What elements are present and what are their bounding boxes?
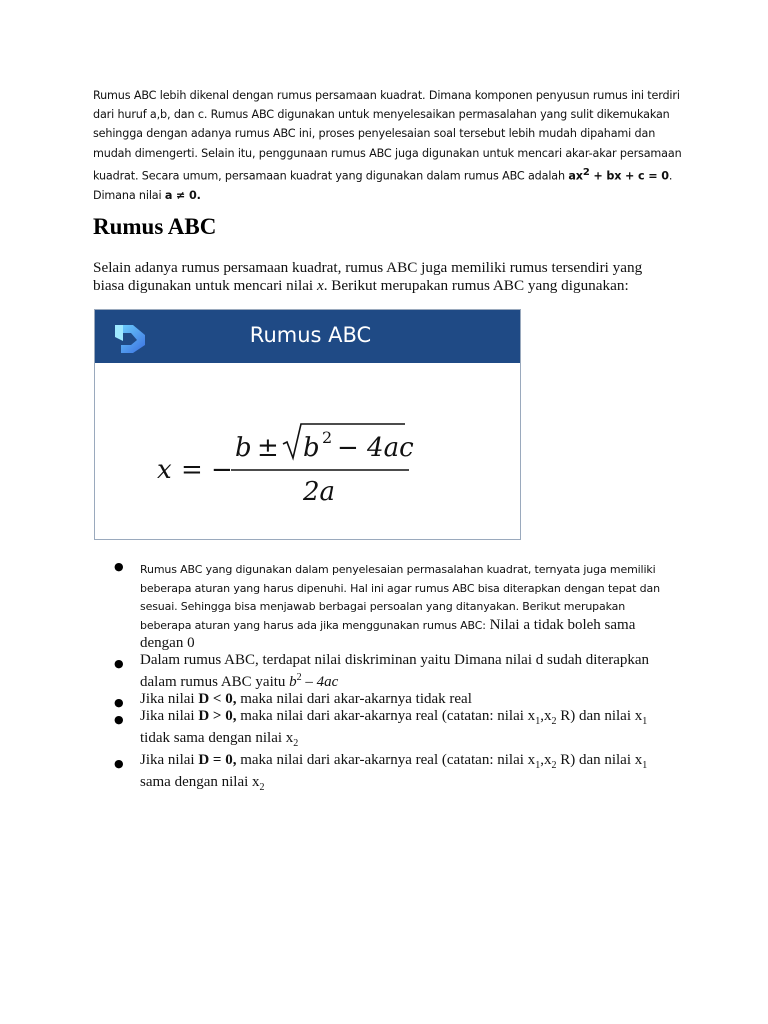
- formula-sqrt-rest: − 4ac: [337, 433, 414, 463]
- rule-intro-text: Rumus ABC yang digunakan dalam penyelesaian permasalahan kuadrat, ternyata juga memiliki beberapa aturan yang harus dipenuhi. Hal ini agar rumus ABC bisa diterapkan dengan tepat dan sesuai. Sehingga bisa menjawab berbagai persoalan yang ditanyakan. Berikut merupakan beberapa aturan yang harus ada jika menggunakan rumus ABC:: [140, 563, 660, 632]
- para-variable: x: [316, 276, 324, 294]
- rule-text: sama dengan nilai x: [140, 774, 260, 791]
- rule-text: maka nilai dari akar-akarnya real (catatan: nilai x: [236, 752, 536, 769]
- bullet: ●: [114, 696, 124, 710]
- rule-text: tidak sama dengan nilai x: [140, 730, 294, 747]
- section-heading: Rumus ABC: [93, 214, 217, 239]
- rule-text: ,x: [540, 708, 552, 725]
- bullet: ●: [114, 657, 124, 671]
- bullet: ●: [114, 713, 124, 727]
- rule-text: maka nilai dari akar-akarnya tidak real: [236, 691, 472, 708]
- rule-condition: D < 0,: [198, 691, 237, 708]
- intro-text-2: . Dimana nilai: [93, 169, 673, 202]
- rule-text: ,x: [540, 752, 552, 769]
- bullet: ●: [114, 757, 124, 771]
- rule-text: R) dan nilai x: [556, 708, 643, 725]
- rule-condition: D = 0,: [198, 752, 237, 769]
- intro-paragraph: [93, 86, 683, 205]
- rule-text: maka nilai dari akar-akarnya real (catatan: nilai x: [236, 708, 536, 725]
- figure-header: [95, 310, 520, 363]
- formula-figure: [94, 309, 521, 540]
- discriminant-exp: 2: [296, 672, 302, 684]
- formula-num-b: b: [235, 433, 252, 463]
- quadratic-formula: [147, 410, 477, 520]
- subscript: 1: [535, 716, 541, 728]
- formula-sqrt-b: b: [303, 433, 320, 463]
- rule-text: Jika nilai: [140, 691, 199, 708]
- para-text-1: Selain adanya rumus persamaan kuadrat, rumus ABC juga memiliki rumus tersendiri yang biasa digunakan untuk mencari nilai: [93, 259, 643, 294]
- formula-lhs: x: [157, 455, 172, 485]
- rule-text: Jika nilai: [140, 752, 199, 769]
- list-item: [114, 652, 674, 691]
- rules-list: [114, 560, 674, 796]
- condition-text: a ≠ 0.: [164, 188, 201, 202]
- para-text-2: . Berikut merupakan rumus ABC yang digunakan:: [323, 276, 629, 294]
- discriminant-rest: – 4ac: [301, 674, 339, 691]
- list-item: [114, 560, 674, 652]
- section-paragraph: [93, 259, 673, 294]
- rule-condition: D > 0,: [198, 708, 237, 725]
- subscript: 1: [642, 760, 648, 772]
- list-item: [114, 708, 674, 752]
- subscript: 2: [551, 716, 557, 728]
- equation-ax: ax: [568, 169, 583, 183]
- subscript: 2: [293, 738, 299, 750]
- subscript: 1: [642, 716, 648, 728]
- equation-rest: + bx + c = 0: [589, 169, 669, 183]
- formula-pm: ±: [257, 433, 279, 463]
- intro-text: Rumus ABC lebih dikenal dengan rumus persamaan kuadrat. Dimana komponen penyusun rumus ini terdiri dari huruf a,b, dan c. Rumus ABC digunakan untuk menyelesaikan permasalahan yang sulit dikemukakan sehingga dengan adanya rumus ABC ini, proses penyelesaian soal tersebut lebih mudah dipahami dan mudah dimengerti. Selain itu, penggunaan rumus ABC juga digunakan untuk mencari akar-akar persamaan kuadrat. Secara umum, persamaan kuadrat yang digunakan dalam rumus ABC adalah: [93, 89, 682, 183]
- bullet: ●: [114, 560, 124, 573]
- rule-text: Jika nilai: [140, 708, 199, 725]
- equation-square: 2: [582, 166, 590, 178]
- discriminant-b: b: [289, 674, 297, 691]
- rule-a-nonzero: Nilai a tidak boleh sama dengan 0: [140, 616, 636, 652]
- rule-text: R) dan nilai x: [556, 752, 643, 769]
- formula-equals: = −: [181, 455, 233, 485]
- subscript: 2: [259, 782, 265, 794]
- list-item: [114, 752, 674, 796]
- subscript: 2: [551, 760, 557, 772]
- list-item: [114, 691, 674, 708]
- formula-sqrt-exp: 2: [322, 428, 333, 447]
- subscript: 1: [535, 760, 541, 772]
- figure-title: Rumus ABC: [249, 323, 372, 347]
- formula-denominator: 2a: [303, 477, 336, 507]
- discriminant-text: Dalam rumus ABC, terdapat nilai diskriminan yaitu Dimana nilai d sudah diterapkan dalam rumus ABC yaitu: [140, 652, 650, 691]
